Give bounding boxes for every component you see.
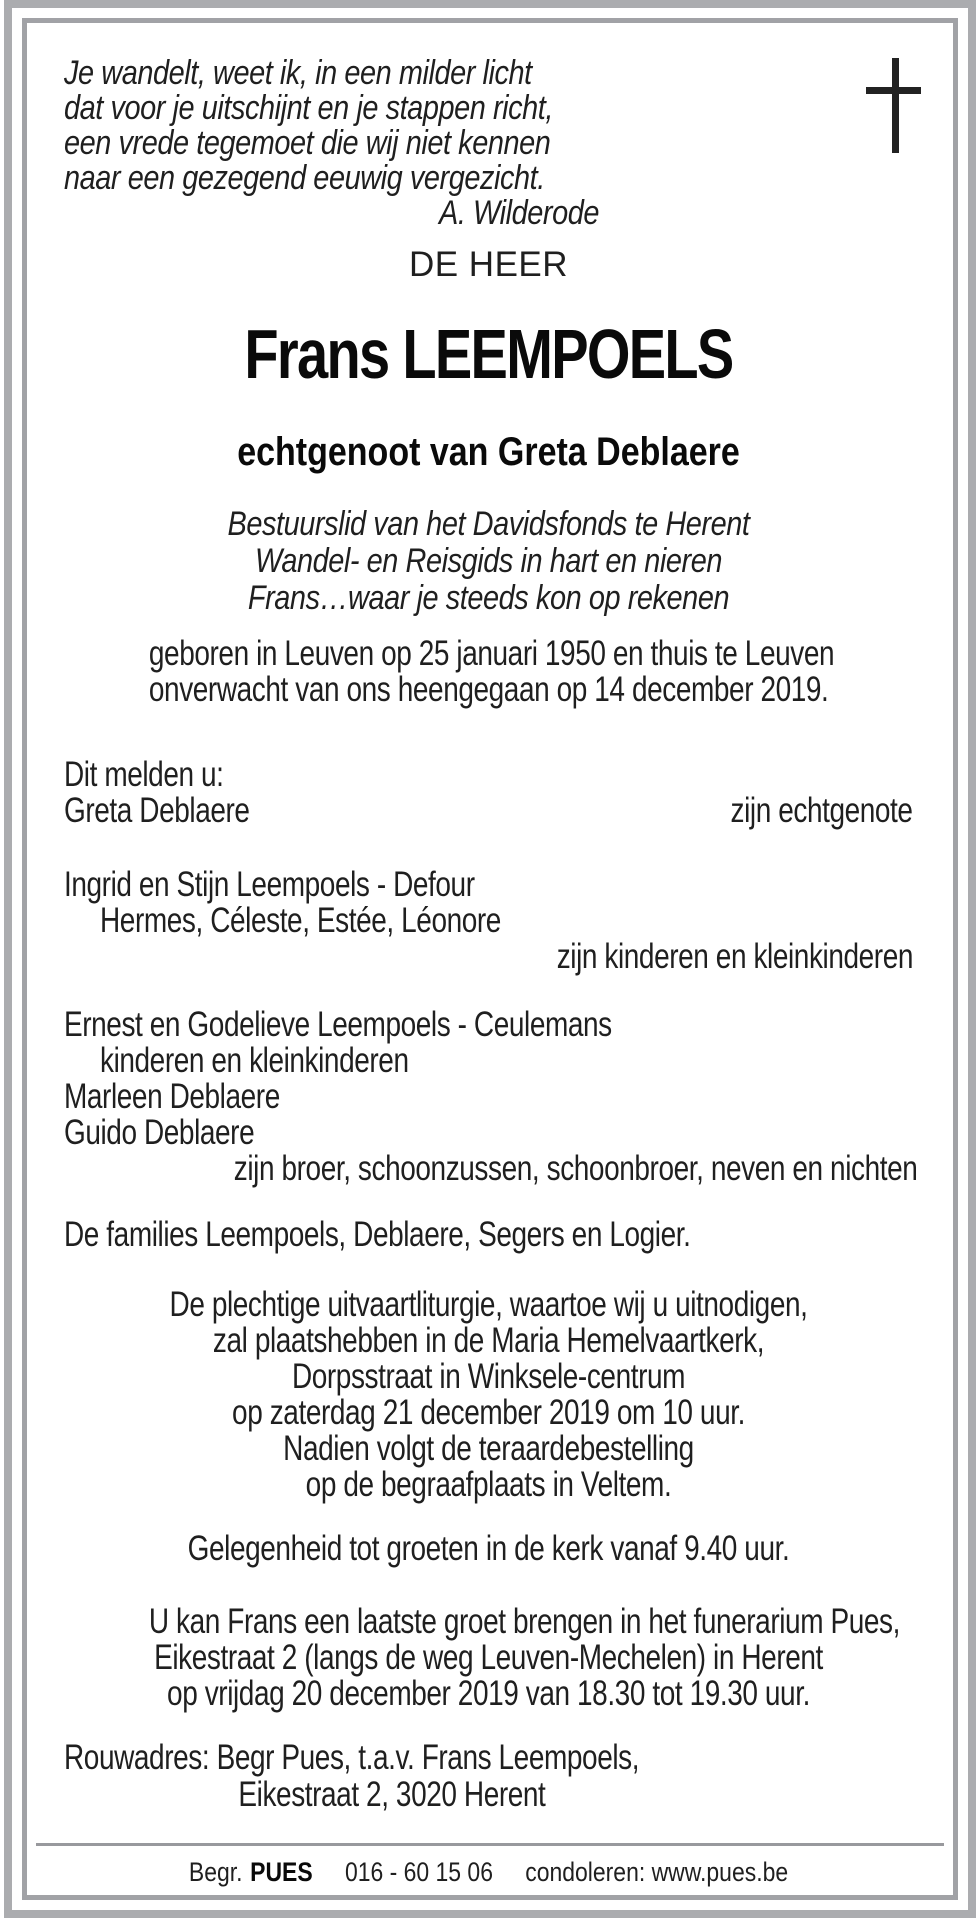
sibling-line: Guido Deblaere (64, 1113, 255, 1152)
children-group (64, 867, 913, 975)
announcement-intro: Dit melden u: (64, 755, 224, 794)
birth-death-line: onverwacht van ons heengegaan op 14 december 2019. (148, 670, 829, 709)
siblings-group (64, 1005, 918, 1188)
notice-content (27, 23, 953, 1895)
undertaker-name: PUES (250, 1857, 313, 1887)
siblings-relation: zijn broer, schoonzussen, schoonbroer, neven en nichten (233, 1149, 918, 1188)
visitation-line: U kan Frans een laatste groet brengen in het funerarium Pues, (148, 1602, 900, 1641)
condolences-link-text: condoleren: www.pues.be (525, 1857, 789, 1887)
spouse-relation-title: echtgenoot van Greta Deblaere (237, 430, 740, 474)
families-line: De families Leempoels, Deblaere, Segers en Logier. (64, 1215, 691, 1254)
mourning-address-line: Eikestraat 2, 3020 Herent (238, 1775, 546, 1814)
sibling-line: Ernest en Godelieve Leempoels - Ceulemans (64, 1005, 612, 1044)
spouse-name: Greta Deblaere (64, 791, 250, 830)
birth-death-line: geboren in Leuven op 25 januari 1950 en thuis te Leuven (148, 634, 835, 673)
tribute-block (64, 506, 913, 617)
visitation-line: op vrijdag 20 december 2019 van 18.30 tot 19.30 uur. (167, 1674, 810, 1713)
visitation-block (64, 1604, 913, 1712)
tribute-line: Frans…waar je steeds kon op rekenen (247, 579, 730, 617)
ceremony-line: op de begraafplaats in Veltem. (305, 1465, 672, 1504)
sibling-line: kinderen en kleinkinderen (100, 1041, 409, 1080)
ceremony-line: Dorpsstraat in Winksele-centrum (291, 1357, 686, 1396)
footer-divider (36, 1843, 944, 1846)
poem-author: A. Wilderode (439, 194, 599, 232)
spouse-relation: zijn echtgenote (730, 791, 913, 830)
visitation-line: Eikestraat 2 (langs de weg Leuven-Mechelen) in Herent (154, 1638, 823, 1677)
poem-line: dat voor je uitschijnt en je stappen richt, (64, 89, 554, 127)
ceremony-block (64, 1287, 913, 1503)
undertaker-label: Begr. (188, 1857, 243, 1887)
outer-frame (4, 0, 976, 1918)
death-notice-card (22, 18, 958, 1900)
poem-line: een vrede tegemoet die wij niet kennen (64, 124, 551, 162)
poem-line: Je wandelt, weet ik, in een milder licht (64, 54, 532, 92)
tribute-line: Wandel- en Reisgids in hart en nieren (255, 542, 722, 580)
salutation: DE HEER (408, 245, 569, 284)
tribute-line: Bestuurslid van het Davidsfonds te Herent (227, 505, 750, 543)
birth-death-block (64, 636, 913, 708)
grandchildren-names: Hermes, Céleste, Estée, Léonore (100, 901, 501, 940)
mourning-address-line: Rouwadres: Begr Pues, t.a.v. Frans Leempoels, (64, 1738, 640, 1777)
sibling-line: Marleen Deblaere (64, 1077, 280, 1116)
phone-number: 016 - 60 15 06 (344, 1857, 493, 1887)
undertaker-segment (189, 1857, 313, 1887)
ceremony-line: Nadien volgt de teraardebestelling (283, 1429, 694, 1468)
deceased-name: Frans LEEMPOELS (244, 315, 733, 393)
mourning-address-block (64, 1739, 913, 1813)
ceremony-line: op zaterdag 21 december 2019 om 10 uur. (232, 1393, 745, 1432)
children-names: Ingrid en Stijn Leempoels - Defour (64, 865, 475, 904)
children-relation: zijn kinderen en kleinkinderen (556, 937, 913, 976)
poem-line: naar een gezegend eeuwig vergezicht. (64, 159, 545, 197)
spouse-row (64, 793, 913, 829)
greeting-line: Gelegenheid tot groeten in de kerk vanaf 9.40 uur. (187, 1529, 790, 1568)
footer-row (128, 1857, 850, 1887)
ceremony-line: De plechtige uitvaartliturgie, waartoe wij u uitnodigen, (169, 1285, 808, 1324)
ceremony-line: zal plaatshebben in de Maria Hemelvaartkerk, (212, 1321, 765, 1360)
poem-block (64, 56, 599, 231)
